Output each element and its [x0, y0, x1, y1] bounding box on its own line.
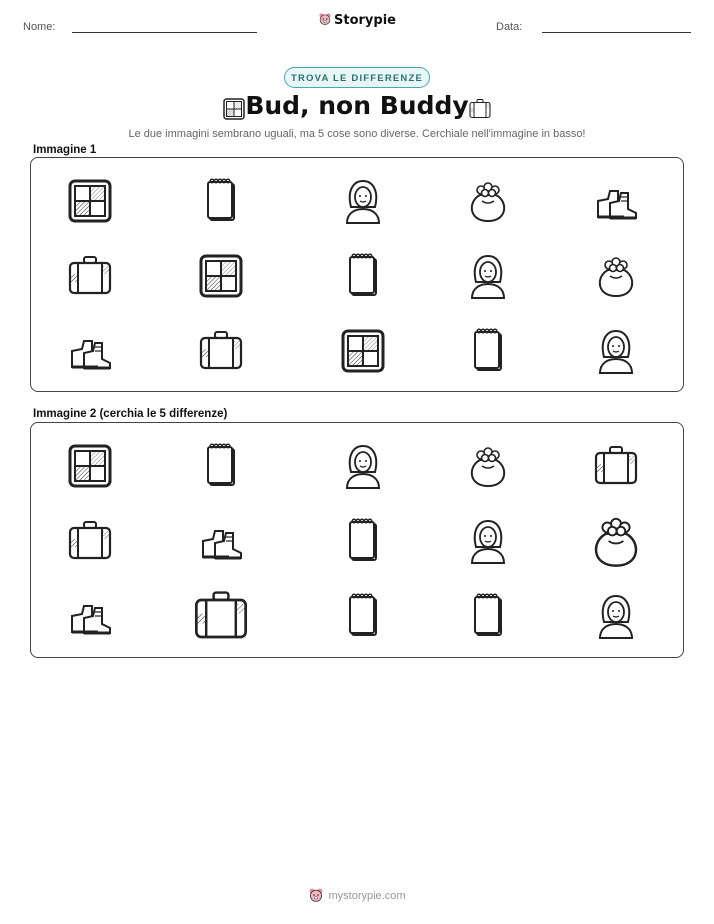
image2-label: Immagine 2 (cerchia le 5 differenze) — [33, 408, 228, 420]
notepad-icon[interactable] — [333, 511, 393, 571]
suitcase-icon[interactable] — [60, 511, 120, 571]
window-icon — [191, 246, 251, 306]
boots-icon[interactable] — [191, 511, 251, 571]
footer — [0, 887, 714, 903]
sack-icon — [586, 246, 646, 306]
boots-icon[interactable] — [60, 586, 120, 646]
woman-icon — [333, 171, 393, 231]
date-line[interactable] — [542, 32, 691, 33]
page-title: Bud, non Buddy — [245, 91, 469, 120]
footer-url[interactable]: mystorypie.com — [328, 890, 406, 902]
woman-icon[interactable] — [458, 511, 518, 571]
instructions: Le due immagini sembrano uguali, ma 5 cose sono diverse. Cerchiale nell'immagine in basso! — [128, 128, 586, 140]
window-icon[interactable] — [60, 436, 120, 496]
name-line[interactable] — [72, 32, 257, 33]
suitcase-icon — [465, 94, 495, 124]
notepad-icon — [191, 171, 251, 231]
window-icon — [60, 171, 120, 231]
image1-panel — [30, 157, 684, 392]
notepad-icon — [458, 321, 518, 381]
notepad-icon[interactable] — [333, 586, 393, 646]
suitcase-icon — [191, 321, 251, 381]
bear-logo-icon — [318, 12, 332, 26]
suitcase-icon — [60, 246, 120, 306]
suitcase-icon[interactable] — [586, 436, 646, 496]
name-label: Nome: — [23, 21, 56, 33]
woman-icon — [458, 246, 518, 306]
activity-badge: TROVA LE DIFFERENZE — [284, 67, 430, 88]
sack-icon — [458, 171, 518, 231]
woman-icon[interactable] — [586, 586, 646, 646]
notepad-icon[interactable] — [458, 586, 518, 646]
window-icon — [333, 321, 393, 381]
notepad-icon[interactable] — [191, 436, 251, 496]
image2-panel[interactable] — [30, 422, 684, 658]
boots-icon — [60, 321, 120, 381]
brand-name: Storypie — [334, 13, 396, 28]
woman-icon — [586, 321, 646, 381]
sack-icon[interactable] — [579, 504, 653, 578]
bear-logo-icon — [308, 887, 324, 903]
brand-logo — [0, 12, 714, 28]
boots-icon — [586, 171, 646, 231]
notepad-icon — [333, 246, 393, 306]
date-label: Data: — [496, 21, 523, 33]
suitcase-icon[interactable] — [184, 579, 258, 653]
image1-label: Immagine 1 — [33, 144, 97, 156]
sack-icon[interactable] — [458, 436, 518, 496]
woman-icon[interactable] — [333, 436, 393, 496]
